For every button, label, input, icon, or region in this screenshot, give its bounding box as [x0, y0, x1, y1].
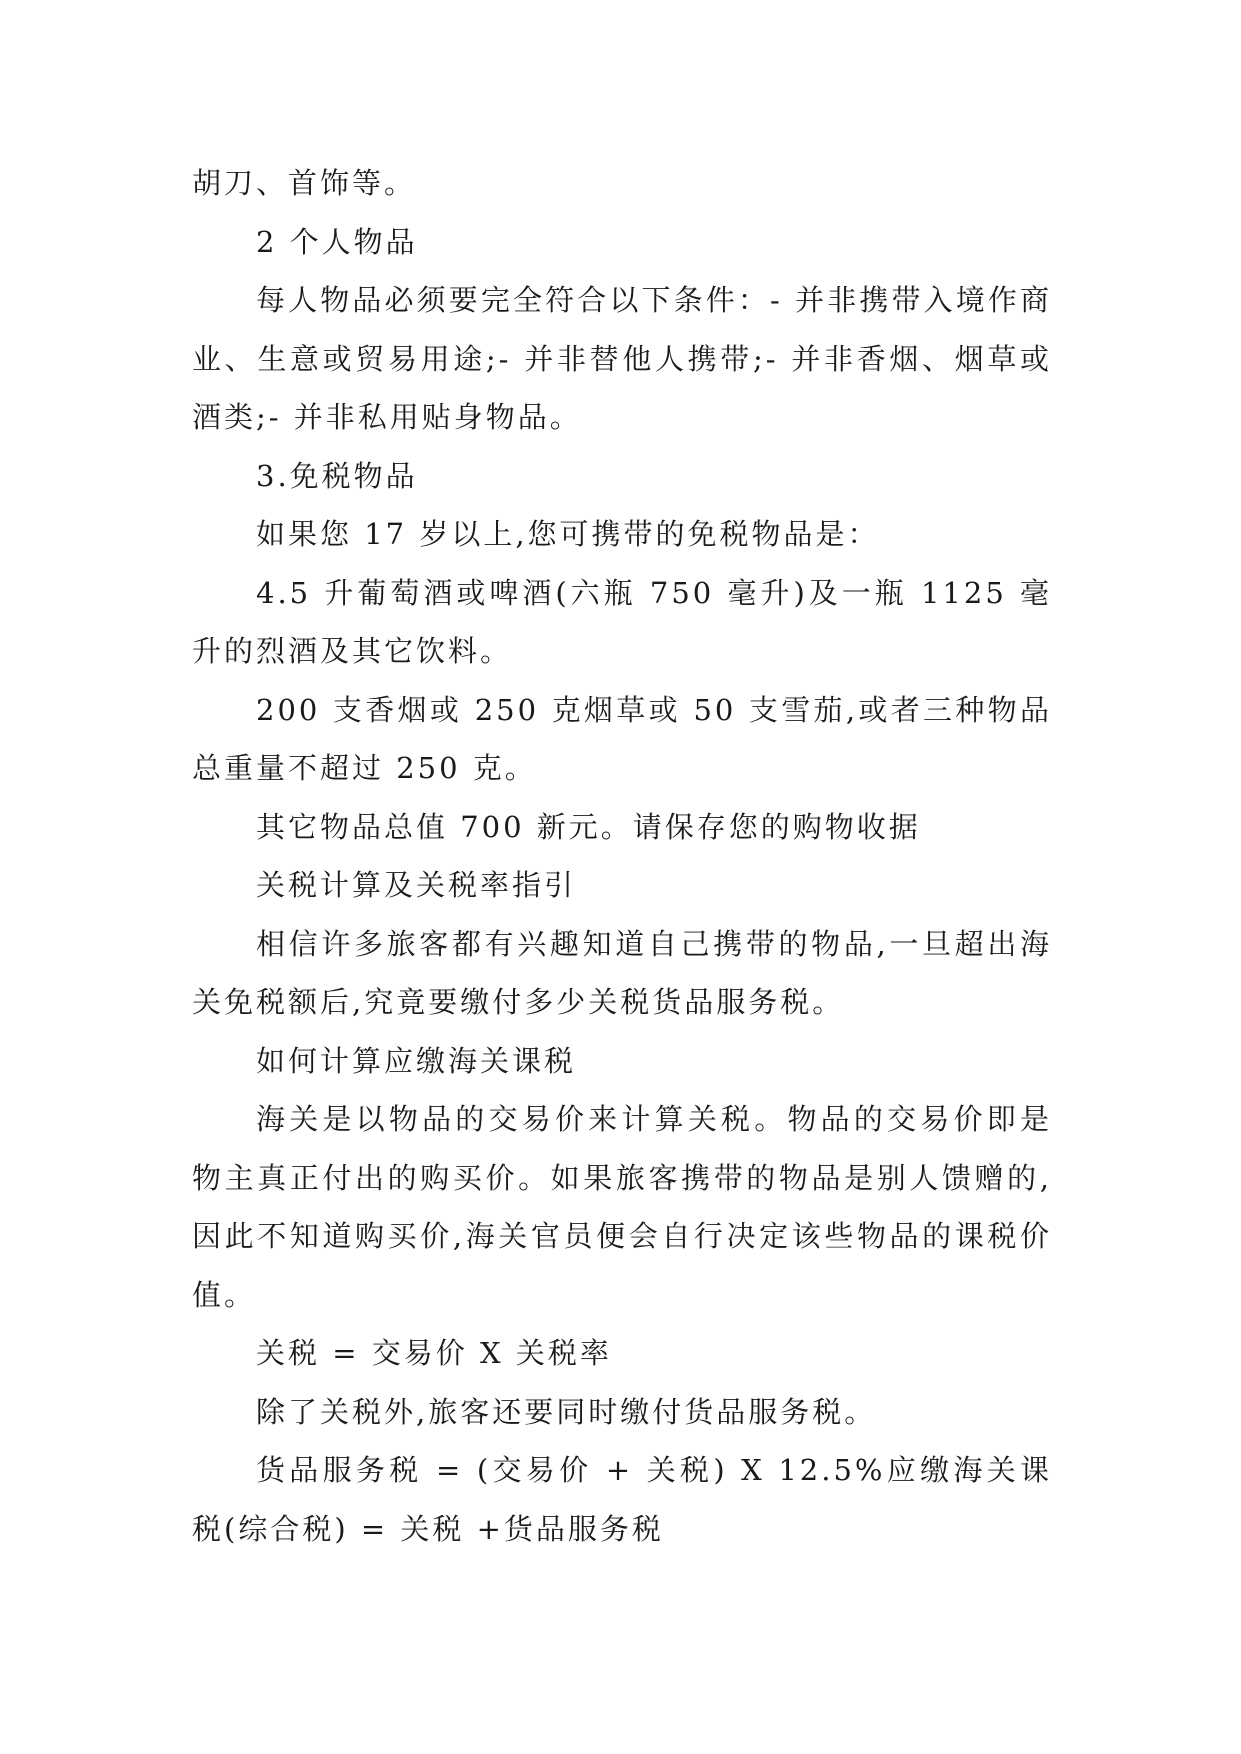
heading-duty-free-items: 3.免税物品 [256, 458, 418, 493]
paragraph-duty-free-intro: 如果您 17 岁以上,您可携带的免税物品是： [256, 517, 880, 551]
paragraph-tax-interest: 相信许多旅客都有兴趣知道自己携带的物品,一旦超出海关免税额后,究竟要缴付多少关税货品服务税。 [192, 926, 1052, 1019]
paragraph-other-items-value: 其它物品总值 700 新元。请保存您的购物收据 [256, 809, 921, 844]
paragraph-personal-items-conditions: 每人物品必须要完全符合以下条件：- 并非携带入境作商业、生意或贸易用途;- 并非替他人携带;- 并非香烟、烟草或酒类;- 并非私用贴身物品。 [192, 283, 1052, 434]
paragraph-continuation: 胡刀、首饰等。 [192, 166, 417, 200]
paragraph-gst-note: 除了关税外,旅客还要同时缴付货品服务税。 [256, 1394, 877, 1429]
document-page [192, 154, 1052, 1558]
formula-customs-duty: 关税 = 交易价 X 关税率 [256, 1336, 612, 1370]
heading-personal-items: 2 个人物品 [256, 224, 418, 259]
paragraph-alcohol-allowance: 4.5 升葡萄酒或啤酒(六瓶 750 毫升)及一瓶 1125 毫升的烈酒及其它饮料。 [192, 575, 1052, 668]
heading-how-to-calculate: 如何计算应缴海关课税 [256, 1043, 577, 1078]
paragraph-tobacco-allowance: 200 支香烟或 250 克烟草或 50 支雪茄,或者三种物品总重量不超过 250 克。 [192, 692, 1052, 785]
heading-tax-calculation-guide: 关税计算及关税率指引 [256, 868, 577, 902]
formula-gst-total: 货品服务税 = (交易价 + 关税) X 12.5%应缴海关课税(综合税) = 关税 +货品服务税 [192, 1453, 1052, 1546]
paragraph-transaction-value: 海关是以物品的交易价来计算关税。物品的交易价即是物主真正付出的购买价。如果旅客携带的物品是别人馈赠的,因此不知道购买价,海关官员便会自行决定该些物品的课税价值。 [192, 1102, 1052, 1312]
